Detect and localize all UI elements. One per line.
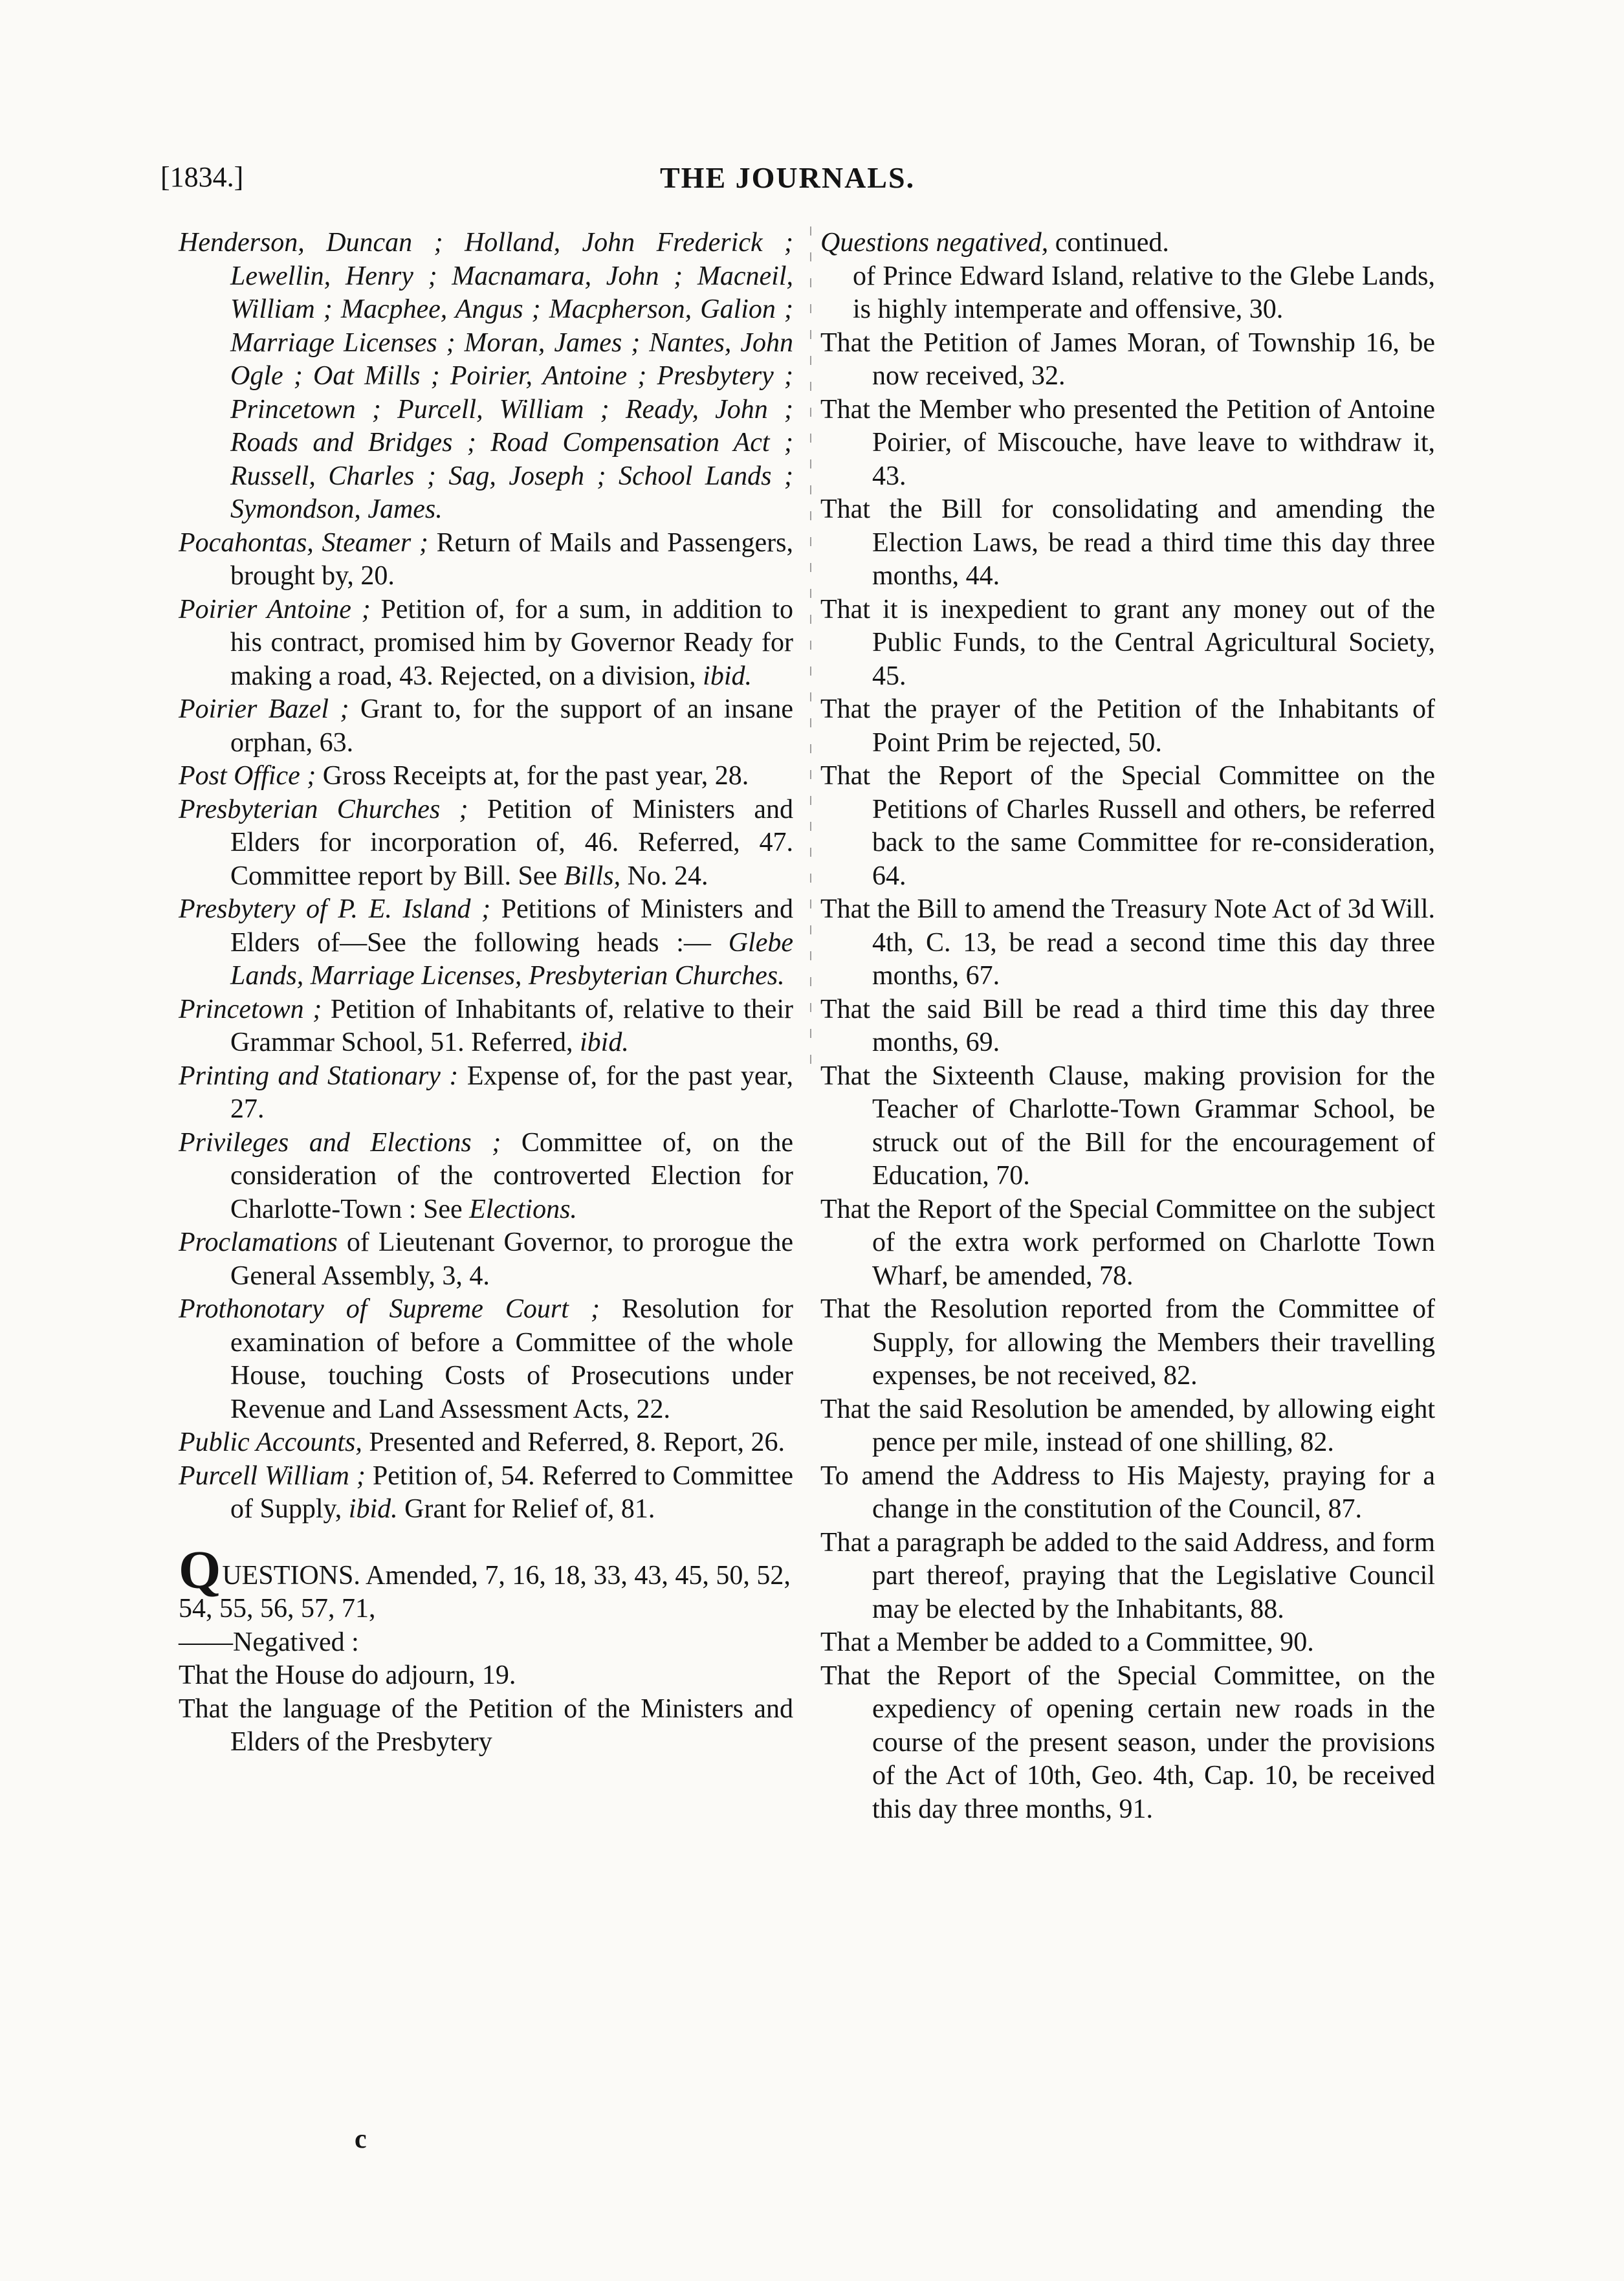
page-year: [1834.] [160, 161, 244, 193]
index-entry [179, 760, 793, 793]
index-entry-heading: Prothonotary of Supreme Court ; [179, 1294, 622, 1324]
index-entry [179, 527, 793, 593]
index-entry-text: Petition of Inhabitants of, relative to their Grammar School, 51. Referred, [230, 994, 793, 1057]
index-entry-heading: Post Office ; [179, 761, 323, 791]
questions-heading: UESTIONS. [222, 1560, 360, 1591]
index-entry-heading: ibid. [580, 1028, 629, 1057]
index-entry [179, 1226, 793, 1293]
column-divider [810, 226, 811, 1081]
question-item: That the House do adjourn, 19. [179, 1660, 516, 1690]
negatived-question-item: That the Resolution reported from the Committee of Supply, for allowing the Members their travelling expenses, be not received, 82. [820, 1294, 1435, 1391]
negatived-question-item: That it is inexpedient to grant any money out of the Public Funds, to the Central Agricultural Society, 45. [820, 594, 1435, 691]
index-entry-text: of Lieutenant Governor, to prorogue the General Assembly, 3, 4. [230, 1228, 794, 1291]
index-entry-text: Expense of, for the past year, 27. [230, 1061, 793, 1124]
index-entry-text: No. 24. [627, 861, 708, 891]
index-entry-heading: Henderson, Duncan ; Holland, John Frederick ; Lewellin, Henry ; Macnamara, John ; Macneil, William ; Macphee, Angus ; Macpherson, Galion ; Marriage Licenses ; Moran, James ; Nantes, John Ogle ; Oat Mills ; Poirier, Antoine ; Presbytery ; Princetown ; Purcell, William ; Ready, John ; Roads and Bridges ; Road Compensation Act ; Russell, Charles ; Sag, Joseph ; School Lands ; Symondson, James. [179, 228, 793, 524]
right-column [820, 226, 1435, 1826]
index-entry [179, 893, 793, 993]
negatived-question-item: That the Bill for consolidating and amending the Election Laws, be read a third time this day three months, 44. [820, 494, 1435, 591]
questions-section [179, 1539, 793, 1759]
index-entry [179, 693, 793, 760]
dropcap-letter: Q [179, 1539, 221, 1600]
index-entry-heading: Glebe Lands, Marriage Licenses, Presbyterian Churches. [230, 927, 793, 991]
index-entry-heading: Presbyterian Churches ; [179, 794, 487, 824]
negatived-question-item: That the said Bill be read a third time this day three months, 69. [820, 994, 1435, 1057]
negatived-question-item: That the Bill to amend the Treasury Note Act of 3d Will. 4th, C. 13, be read a second time this day three months, 67. [820, 894, 1435, 991]
index-entry-text: Presented and Referred, 8. Report, 26. [369, 1427, 785, 1457]
negatived-question-item: That the said Resolution be amended, by allowing eight pence per mile, instead of one shilling, 82. [820, 1394, 1435, 1457]
index-entry [179, 1060, 793, 1127]
index-entry-heading: Poirier Antoine ; [179, 594, 381, 624]
index-entry [179, 1293, 793, 1426]
negatived-question-item: To amend the Address to His Majesty, praying for a change in the constitution of the Council, 87. [820, 1460, 1435, 1524]
index-entry [179, 793, 793, 894]
index-entry-heading: Princetown ; [179, 994, 331, 1024]
index-entry-heading: Bills, [564, 861, 628, 891]
index-entry-heading: Purcell William ; [179, 1460, 373, 1491]
negatived-question-item: of Prince Edward Island, relative to the Glebe Lands, is highly intemperate and offensive, 30. [853, 261, 1435, 324]
index-entry-text: Resolution for examination of before a Committee of the whole House, touching Costs of Prosecutions under Revenue and Land Assessment Acts, 22. [230, 1294, 793, 1424]
index-entry [179, 993, 793, 1060]
index-entry-heading: Poirier Bazel ; [179, 694, 360, 724]
index-entry-text: Petition of Ministers and Elders for incorporation of, 46. Referred, 47. Committee report by Bill. See [230, 794, 793, 891]
index-entry [179, 1426, 793, 1460]
section-gap [179, 1526, 793, 1551]
index-entry-text: Grant for Relief of, 81. [404, 1494, 655, 1524]
negatived-question-item: That the Report of the Special Committee, on the expediency of opening certain new roads in the course of the present season, under the provisions of the Act of 10th, Geo. 4th, Cap. 10, be received this day three months, 91. [820, 1660, 1435, 1824]
questions-heading-line [179, 1539, 793, 1626]
index-entry [179, 1460, 793, 1526]
continued-heading-rest: continued. [1048, 228, 1169, 258]
negatived-question-item: That the Report of the Special Committee on the subject of the extra work performed on Charlotte Town Wharf, be amended, 78. [820, 1194, 1435, 1291]
index-entry-heading: Printing and Stationary : [179, 1061, 467, 1091]
index-entry-text: Committee of, on the consideration of the controverted Election for Charlotte-Town : See [230, 1127, 793, 1224]
index-entry-heading: Presbytery of P. E. Island ; [179, 894, 501, 924]
negatived-question-item: That the Petition of James Moran, of Township 16, be now received, 32. [820, 327, 1435, 391]
index-entry [179, 226, 793, 527]
continued-heading-italic: Questions negatived, [820, 228, 1049, 258]
negatived-question-item: That the Report of the Special Committee on the Petitions of Charles Russell and others, be referred back to the same Committee for re-consideration, 64. [820, 761, 1435, 891]
negatived-question-item: That the prayer of the Petition of the Inhabitants of Point Prim be rejected, 50. [820, 694, 1435, 758]
index-entry-heading: Privileges and Elections ; [179, 1127, 521, 1158]
signature-mark: c [355, 2124, 367, 2154]
index-entry-text: Return of Mails and Passengers, brought by, 20. [230, 527, 793, 591]
index-entry [179, 1127, 793, 1227]
index-entry-text: Gross Receipts at, for the past year, 28. [322, 761, 749, 791]
questions-amended: Amended, 7, 16, 18, 33, 43, 45, 50, 52, 54, 55, 56, 57, 71, [179, 1560, 791, 1624]
negatived-questions-list [820, 260, 1435, 1827]
negatived-question-item: That the Member who presented the Petition of Antoine Poirier, of Miscouche, have leave to withdraw it, 43. [820, 394, 1435, 491]
index-entry-text: Petition of, for a sum, in addition to his contract, promised him by Governor Ready for making a road, 43. Rejected, on a division, [230, 594, 794, 691]
question-item: That the language of the Petition of the Ministers and Elders of the Presbytery [179, 1693, 793, 1757]
index-entry-text: Petition of, 54. Referred to Committee of Supply, [230, 1460, 793, 1524]
index-entry-heading: Proclamations [179, 1228, 347, 1257]
negatived-question-item: That a paragraph be added to the said Address, and form part thereof, praying that the Legislative Council may be elected by the Inhabitants, 88. [820, 1527, 1435, 1624]
index-entry-heading: Public Accounts, [179, 1427, 369, 1457]
index-entries [179, 226, 793, 1526]
page-title: THE JOURNALS. [660, 161, 916, 194]
questions-negatived-label: ——Negatived : [179, 1627, 359, 1657]
index-entry-text: Petitions of Ministers and Elders of—See the following heads :— [230, 894, 793, 958]
index-entry-heading: Elections. [469, 1194, 577, 1224]
index-entry-heading: ibid. [348, 1494, 405, 1524]
continued-heading [820, 226, 1435, 260]
negatived-question-item: That a Member be added to a Committee, 90. [820, 1627, 1314, 1657]
left-column [179, 226, 793, 1759]
index-entry-heading: Pocahontas, Steamer ; [179, 527, 437, 558]
index-entry [179, 593, 793, 694]
page-header [0, 160, 1624, 212]
index-entry-text: Grant to, for the support of an insane orphan, 63. [230, 694, 793, 758]
negatived-question-item: That the Sixteenth Clause, making provision for the Teacher of Charlotte-Town Grammar School, be struck out of the Bill for the encouragement of Education, 70. [820, 1061, 1435, 1191]
index-entry-heading: ibid. [703, 661, 752, 691]
